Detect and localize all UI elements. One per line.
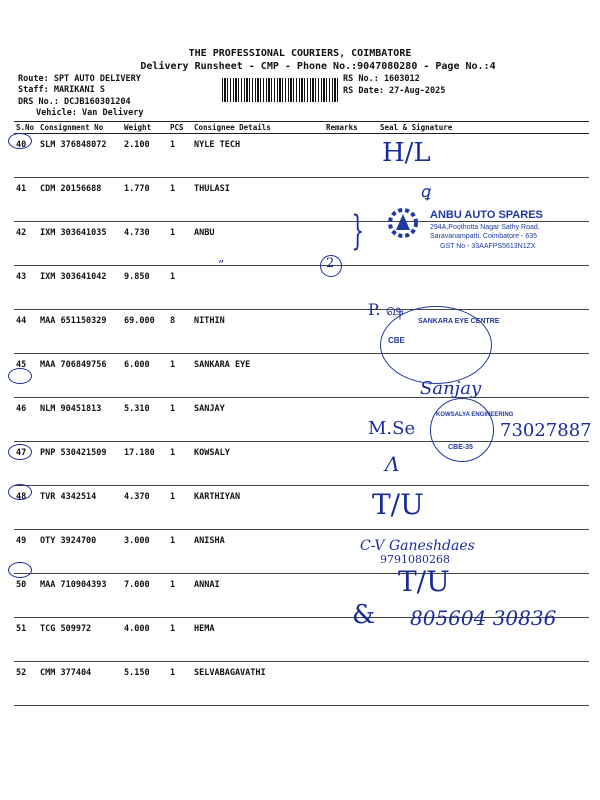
cell-signature bbox=[378, 662, 589, 706]
cell-consignment-no: MAA 706849756 bbox=[38, 354, 122, 398]
table-header-row bbox=[14, 122, 589, 134]
kowsalya-seal bbox=[430, 398, 494, 462]
signature-r52-icon: & bbox=[352, 600, 376, 630]
cell-sno: 50 bbox=[14, 574, 38, 618]
cell-weight: 69.000 bbox=[122, 310, 168, 354]
table-row bbox=[14, 662, 589, 706]
cell-consignment-no: CMM 377404 bbox=[38, 662, 122, 706]
cell-consignee: KOWSALY bbox=[192, 442, 324, 486]
cell-weight: 1.770 bbox=[122, 178, 168, 222]
vehicle-label: Vehicle: Van Delivery bbox=[36, 108, 144, 118]
col-remarks: Remarks bbox=[324, 122, 378, 134]
handwriting-r50-name: C-V Ganeshdaes bbox=[360, 538, 475, 554]
cell-pcs: 1 bbox=[168, 266, 192, 310]
signature-r42-icon: ꝗ bbox=[420, 182, 431, 201]
cell-pcs: 1 bbox=[168, 178, 192, 222]
cell-consignment-no: CDM 20156688 bbox=[38, 178, 122, 222]
cell-sno: 52 bbox=[14, 662, 38, 706]
cell-weight: 4.000 bbox=[122, 618, 168, 662]
route-label: Route: SPT AUTO DELIVERY bbox=[18, 74, 141, 84]
col-signature: Seal & Signature bbox=[378, 122, 589, 134]
cell-consignment-no: SLM 376848072 bbox=[38, 134, 122, 178]
handwriting-r51: T/U bbox=[398, 565, 450, 598]
cell-consignee: HEMA bbox=[192, 618, 324, 662]
staff-label: Staff: MARIKANI S bbox=[18, 85, 105, 95]
handwriting-r49: T/U bbox=[372, 488, 424, 521]
cell-sno: 47 bbox=[14, 442, 38, 486]
handwriting-r43-remark: 2 bbox=[326, 256, 335, 271]
cell-weight: 9.850 bbox=[122, 266, 168, 310]
table-row bbox=[14, 530, 589, 574]
cell-sno: 48 bbox=[14, 486, 38, 530]
cell-sno: 43 bbox=[14, 266, 38, 310]
cell-weight: 5.150 bbox=[122, 662, 168, 706]
cell-pcs: 1 bbox=[168, 530, 192, 574]
serial-circle-mark bbox=[8, 368, 32, 384]
serial-circle-mark bbox=[8, 133, 32, 149]
cell-consignment-no: IXM 303641035 bbox=[38, 222, 122, 266]
rs-number: RS No.: 1603012 bbox=[343, 74, 420, 84]
cell-pcs: 1 bbox=[168, 574, 192, 618]
cell-pcs: 1 bbox=[168, 618, 192, 662]
cell-pcs: 1 bbox=[168, 398, 192, 442]
cell-pcs: 8 bbox=[168, 310, 192, 354]
cell-consignee: SANKARA EYE bbox=[192, 354, 324, 398]
cell-consignee: THULASI bbox=[192, 178, 324, 222]
cell-consignee: SANJAY bbox=[192, 398, 324, 442]
cell-consignee bbox=[192, 266, 324, 310]
col-consignment: Consignment No bbox=[38, 122, 122, 134]
col-weight: Weight bbox=[122, 122, 168, 134]
table-row bbox=[14, 486, 589, 530]
cell-consignee: NYLE TECH bbox=[192, 134, 324, 178]
cell-pcs: 1 bbox=[168, 486, 192, 530]
cell-weight: 5.310 bbox=[122, 398, 168, 442]
cell-sno: 41 bbox=[14, 178, 38, 222]
cell-consignment-no: PNP 530421509 bbox=[38, 442, 122, 486]
table-row bbox=[14, 266, 589, 310]
stamp-anbu-address-2: Saravanampatti, Coimbatore - 635 bbox=[430, 233, 537, 240]
rs-date: RS Date: 27-Aug-2025 bbox=[343, 86, 446, 96]
stamp-sankara-cbe: CBE bbox=[388, 336, 405, 345]
stamp-kowsalya-cbe: CBE-35 bbox=[448, 444, 473, 451]
cell-pcs: 1 bbox=[168, 442, 192, 486]
drs-number: DRS No.: DCJB160301204 bbox=[18, 97, 131, 107]
stamp-anbu-address-1: 294A,Poothotta Nagar Sathy Road, bbox=[430, 224, 540, 231]
cell-consignment-no: MAA 651150329 bbox=[38, 310, 122, 354]
table-row bbox=[14, 310, 589, 354]
cell-sno: 51 bbox=[14, 618, 38, 662]
cell-remarks bbox=[324, 486, 378, 530]
col-consignee: Consignee Details bbox=[192, 122, 324, 134]
cell-signature bbox=[378, 266, 589, 310]
brace-mark: } bbox=[351, 208, 365, 254]
handwriting-r47: M.Se bbox=[368, 418, 416, 439]
cell-sno: 40 bbox=[14, 134, 38, 178]
table-row bbox=[14, 442, 589, 486]
page-subtitle: Delivery Runsheet - CMP - Phone No.:9047080280 - Page No.:4 bbox=[140, 61, 496, 72]
cell-consignment-no: TVR 4342514 bbox=[38, 486, 122, 530]
cell-consignee: SELVABAGAVATHI bbox=[192, 662, 324, 706]
cell-consignment-no: TCG 509972 bbox=[38, 618, 122, 662]
cell-remarks bbox=[324, 442, 378, 486]
cell-remarks bbox=[324, 134, 378, 178]
cell-consignee: ANISHA bbox=[192, 530, 324, 574]
handwriting-r50-phone: 9791080268 bbox=[380, 553, 450, 566]
cell-consignment-no: NLM 90451813 bbox=[38, 398, 122, 442]
cell-weight: 4.370 bbox=[122, 486, 168, 530]
handwriting-r40: H/L bbox=[382, 138, 431, 168]
handwriting-r46: Sanjay bbox=[420, 378, 482, 399]
cell-consignee: ANBU bbox=[192, 222, 324, 266]
cell-consignment-no: IXM 303641042 bbox=[38, 266, 122, 310]
cell-sno: 44 bbox=[14, 310, 38, 354]
cell-pcs: 1 bbox=[168, 134, 192, 178]
cell-weight: 3.000 bbox=[122, 530, 168, 574]
page-title: THE PROFESSIONAL COURIERS, COIMBATORE bbox=[188, 48, 412, 59]
col-pcs: PCS bbox=[168, 122, 192, 134]
table-row bbox=[14, 354, 589, 398]
cell-pcs: 1 bbox=[168, 222, 192, 266]
barcode-image bbox=[222, 78, 340, 102]
cell-consignee: ANNAI bbox=[192, 574, 324, 618]
cell-sno: 42 bbox=[14, 222, 38, 266]
cell-weight: 17.180 bbox=[122, 442, 168, 486]
cell-sno: 45 bbox=[14, 354, 38, 398]
stamp-anbu-name: ANBU AUTO SPARES bbox=[430, 209, 543, 221]
cell-consignment-no: OTY 3924700 bbox=[38, 530, 122, 574]
cell-consignee: NITHIN bbox=[192, 310, 324, 354]
cell-weight: 2.100 bbox=[122, 134, 168, 178]
cell-sno: 46 bbox=[14, 398, 38, 442]
cell-pcs: 1 bbox=[168, 354, 192, 398]
cell-remarks bbox=[324, 354, 378, 398]
cell-remarks bbox=[324, 662, 378, 706]
serial-circle-mark bbox=[8, 444, 32, 460]
handwriting-r47-phone: 73027887 bbox=[500, 420, 592, 441]
stamp-kowsalya-name: KOWSALYA ENGINEERING bbox=[436, 412, 514, 418]
cell-consignee: KARTHIYAN bbox=[192, 486, 324, 530]
table-row bbox=[14, 134, 589, 178]
serial-circle-mark bbox=[8, 562, 32, 578]
handwriting-r48: Ʌ bbox=[385, 452, 400, 476]
anbu-gear-logo-icon bbox=[383, 206, 423, 240]
cell-consignment-no: MAA 710904393 bbox=[38, 574, 122, 618]
stamp-sankara-name: SANKARA EYE CENTRE bbox=[418, 318, 500, 325]
cell-weight: 6.000 bbox=[122, 354, 168, 398]
handwriting-r44: P. ஷ bbox=[368, 300, 404, 319]
col-sno: S.No bbox=[14, 122, 38, 134]
cell-sno: 49 bbox=[14, 530, 38, 574]
cell-weight: 7.000 bbox=[122, 574, 168, 618]
handwriting-r52: 805604 30836 bbox=[410, 606, 557, 630]
handwriting-r43-mark: ” bbox=[218, 258, 225, 272]
cell-pcs: 1 bbox=[168, 662, 192, 706]
cell-weight: 4.730 bbox=[122, 222, 168, 266]
serial-circle-mark bbox=[8, 484, 32, 500]
stamp-anbu-gst: GST No - 33AAFPS5613N1ZX bbox=[440, 243, 536, 250]
